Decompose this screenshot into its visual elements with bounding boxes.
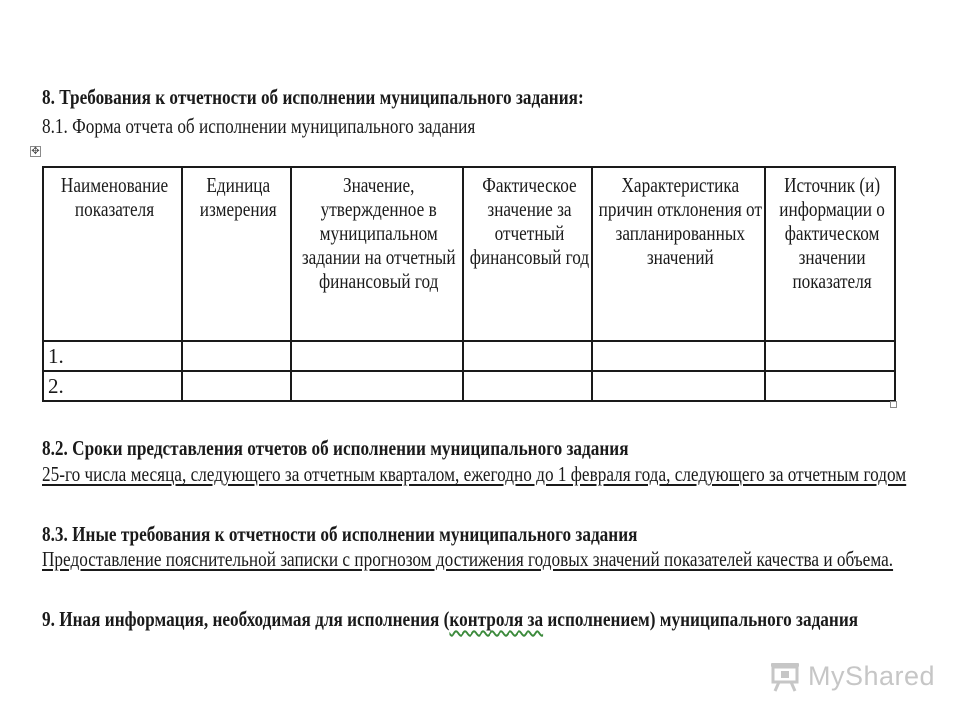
section-8-1-heading: 8.1. Форма отчета об исполнении муниципального задания: [42, 114, 476, 138]
section-8-3-text: Предоставление пояснительной записки с прогнозом достижения годовых значений показателей качества и объема.: [42, 547, 894, 571]
table-cell[interactable]: [592, 371, 765, 401]
table-cell[interactable]: 2.: [43, 371, 182, 401]
watermark-text: MyShared: [808, 660, 936, 691]
table-header-row: [43, 167, 895, 341]
column-header: Значение, утвержденное в муниципальном задании на отчетный финансовый год: [291, 167, 463, 341]
section-8-2-text: 25-го числа месяца, следующего за отчетным кварталом, ежегодно до 1 февраля года, следующего за отчетным годом: [42, 462, 907, 486]
table-move-handle-icon[interactable]: ✥: [31, 146, 40, 157]
section-9-heading: [42, 607, 960, 631]
spellcheck-underlined-text: контроля за: [449, 607, 544, 631]
column-header: Характеристика причин отклонения от запланированных значений: [592, 167, 765, 341]
table-row: [43, 341, 895, 371]
table-cell[interactable]: [463, 341, 592, 371]
table-cell[interactable]: [463, 371, 592, 401]
column-header: Наименование показателя: [43, 167, 182, 341]
column-header: Фактическое значение за отчетный финансовый год: [463, 167, 592, 341]
myshared-watermark: [768, 656, 935, 696]
section-8-2-heading: 8.2. Сроки представления отчетов об исполнении муниципального задания: [42, 436, 629, 460]
table-cell[interactable]: [182, 371, 291, 401]
table-cell[interactable]: 1.: [43, 341, 182, 371]
table-cell[interactable]: [765, 371, 895, 401]
table-row: [43, 371, 895, 401]
table-cell[interactable]: [592, 341, 765, 371]
section-8-heading: 8. Требования к отчетности об исполнении муниципального задания:: [42, 85, 584, 109]
table-cell[interactable]: [765, 341, 895, 371]
table-cell[interactable]: [291, 341, 463, 371]
table-cell[interactable]: [182, 341, 291, 371]
section-9-text-end: исполнением) муниципального задания: [543, 607, 859, 631]
table-cell[interactable]: [291, 371, 463, 401]
section-9-text-start: 9. Иная информация, необходимая для исполнения (: [42, 607, 450, 631]
projector-screen-icon: [768, 659, 802, 693]
column-header: Источник (и) информации о фактическом значении показателя: [765, 167, 895, 341]
section-8-3-heading: 8.3. Иные требования к отчетности об исполнении муниципального задания: [42, 522, 638, 546]
table-resize-handle-icon[interactable]: [890, 401, 897, 408]
report-form-table: [42, 166, 896, 402]
column-header: Единица измерения: [182, 167, 291, 341]
